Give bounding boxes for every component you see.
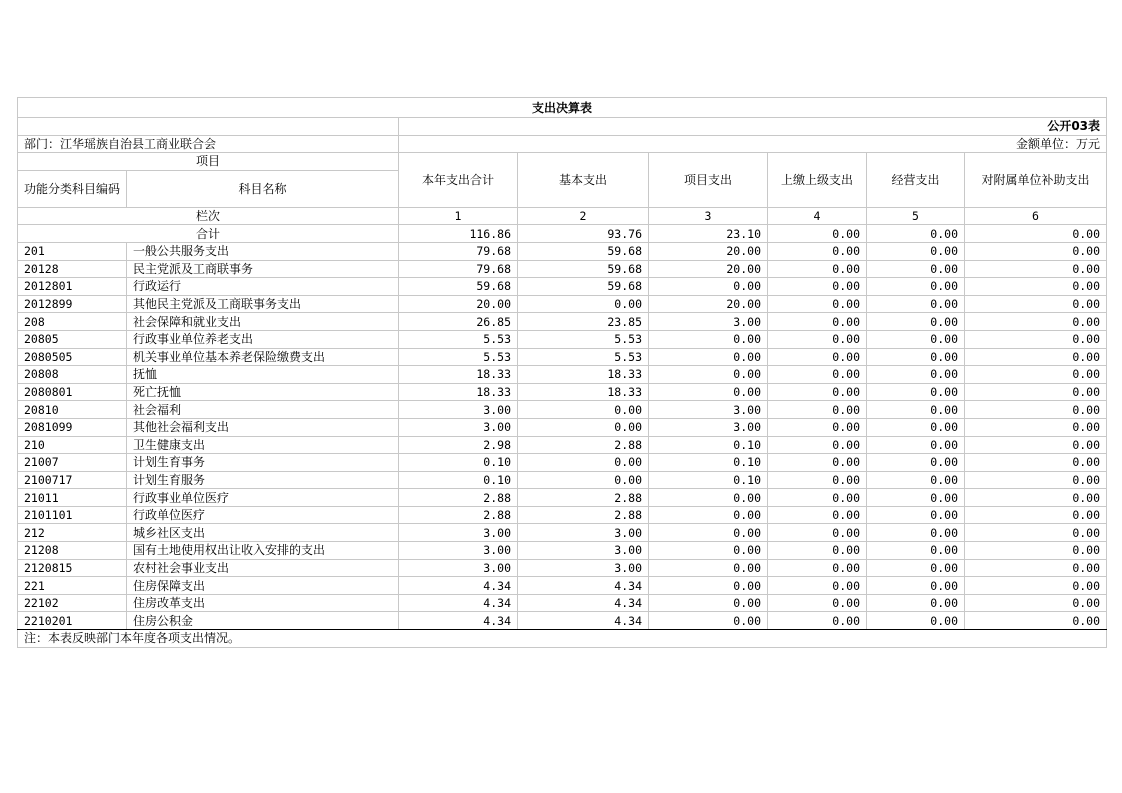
amount-cell: 0.00 <box>768 348 867 366</box>
table-row <box>18 418 1107 436</box>
form-tag-row <box>18 118 1107 136</box>
subject-name: 城乡社区支出 <box>127 524 399 542</box>
amount-cell: 0.00 <box>649 524 768 542</box>
name-header: 科目名称 <box>127 170 399 207</box>
total-value: 93.76 <box>518 225 649 243</box>
amount-cell: 0.00 <box>649 366 768 384</box>
subject-code: 2012801 <box>18 278 127 296</box>
amount-cell: 0.00 <box>965 330 1107 348</box>
amount-cell: 0.00 <box>867 524 965 542</box>
subject-code: 2080801 <box>18 383 127 401</box>
subject-name: 行政事业单位养老支出 <box>127 330 399 348</box>
amount-cell: 0.10 <box>649 454 768 472</box>
subject-code: 21011 <box>18 489 127 507</box>
total-value: 0.00 <box>768 225 867 243</box>
amount-cell: 0.00 <box>867 348 965 366</box>
amount-cell: 0.00 <box>867 401 965 419</box>
amount-cell: 18.33 <box>518 366 649 384</box>
table-row <box>18 366 1107 384</box>
table-row <box>18 559 1107 577</box>
department-label: 部门：江华瑶族自治县工商业联合会 <box>18 135 399 153</box>
amount-cell: 2.88 <box>518 436 649 454</box>
amount-cell: 0.00 <box>768 313 867 331</box>
total-label: 合计 <box>18 225 399 243</box>
table-row <box>18 489 1107 507</box>
amount-cell: 0.00 <box>965 401 1107 419</box>
amount-cell: 0.00 <box>649 612 768 630</box>
amount-cell: 20.00 <box>649 242 768 260</box>
title-row <box>18 98 1107 118</box>
lanci-label: 栏次 <box>18 207 399 225</box>
amount-cell: 0.00 <box>649 542 768 560</box>
amount-cell: 5.53 <box>399 330 518 348</box>
amount-cell: 0.00 <box>965 594 1107 612</box>
table-row <box>18 436 1107 454</box>
amount-cell: 0.00 <box>965 506 1107 524</box>
amount-cell: 3.00 <box>399 418 518 436</box>
amount-cell: 0.00 <box>768 471 867 489</box>
amount-cell: 79.68 <box>399 242 518 260</box>
amount-cell: 0.00 <box>768 418 867 436</box>
subject-name: 行政运行 <box>127 278 399 296</box>
subject-code: 20128 <box>18 260 127 278</box>
table-row <box>18 401 1107 419</box>
amount-cell: 0.00 <box>518 454 649 472</box>
subject-name: 一般公共服务支出 <box>127 242 399 260</box>
note-row <box>18 630 1107 648</box>
table-row <box>18 612 1107 630</box>
amount-cell: 4.34 <box>518 612 649 630</box>
amount-cell: 0.00 <box>867 366 965 384</box>
subject-name: 民主党派及工商联事务 <box>127 260 399 278</box>
table-row <box>18 383 1107 401</box>
subject-name: 死亡抚恤 <box>127 383 399 401</box>
amount-cell: 0.00 <box>867 242 965 260</box>
subject-name: 社会福利 <box>127 401 399 419</box>
table-row <box>18 524 1107 542</box>
amount-cell: 5.53 <box>518 330 649 348</box>
amount-cell: 3.00 <box>518 524 649 542</box>
subject-code: 208 <box>18 313 127 331</box>
amount-cell: 59.68 <box>518 278 649 296</box>
subject-code: 20810 <box>18 401 127 419</box>
amount-cell: 0.00 <box>965 260 1107 278</box>
amount-cell: 0.00 <box>867 612 965 630</box>
amount-cell: 0.00 <box>867 418 965 436</box>
amount-cell: 0.00 <box>649 330 768 348</box>
department-row <box>18 135 1107 153</box>
amount-cell: 0.00 <box>867 454 965 472</box>
subject-name: 住房保障支出 <box>127 577 399 595</box>
amount-cell: 0.00 <box>867 559 965 577</box>
amount-cell: 0.00 <box>965 242 1107 260</box>
amount-cell: 0.00 <box>649 577 768 595</box>
subject-code: 22102 <box>18 594 127 612</box>
index-1: 1 <box>399 207 518 225</box>
amount-cell: 3.00 <box>649 401 768 419</box>
amount-cell: 4.34 <box>399 594 518 612</box>
amount-cell: 0.00 <box>867 506 965 524</box>
amount-cell: 20.00 <box>649 260 768 278</box>
amount-cell: 0.00 <box>768 506 867 524</box>
amount-cell: 3.00 <box>399 524 518 542</box>
amount-cell: 0.00 <box>768 401 867 419</box>
amount-cell: 2.88 <box>518 489 649 507</box>
table-row <box>18 594 1107 612</box>
amount-cell: 2.88 <box>399 489 518 507</box>
table-row <box>18 330 1107 348</box>
amount-cell: 0.00 <box>768 242 867 260</box>
amount-cell: 0.00 <box>768 366 867 384</box>
amount-cell: 0.00 <box>649 278 768 296</box>
subject-name: 其他社会福利支出 <box>127 418 399 436</box>
amount-cell: 0.00 <box>965 278 1107 296</box>
index-row <box>18 207 1107 225</box>
amount-cell: 0.00 <box>768 542 867 560</box>
table-row <box>18 454 1107 472</box>
subject-code: 210 <box>18 436 127 454</box>
amount-cell: 0.00 <box>768 383 867 401</box>
amount-cell: 0.00 <box>867 471 965 489</box>
table-row <box>18 471 1107 489</box>
col-header-2: 基本支出 <box>518 153 649 208</box>
table-row <box>18 348 1107 366</box>
amount-cell: 4.34 <box>399 577 518 595</box>
amount-cell: 0.00 <box>867 489 965 507</box>
amount-cell: 2.88 <box>518 506 649 524</box>
amount-cell: 0.00 <box>768 330 867 348</box>
subject-name: 计划生育服务 <box>127 471 399 489</box>
amount-cell: 0.00 <box>649 383 768 401</box>
amount-cell: 0.00 <box>768 489 867 507</box>
amount-cell: 2.98 <box>399 436 518 454</box>
amount-cell: 4.34 <box>399 612 518 630</box>
amount-cell: 0.00 <box>518 401 649 419</box>
subject-name: 抚恤 <box>127 366 399 384</box>
amount-cell: 0.00 <box>965 542 1107 560</box>
total-value: 116.86 <box>399 225 518 243</box>
amount-cell: 0.00 <box>518 418 649 436</box>
amount-cell: 2.88 <box>399 506 518 524</box>
subject-name: 行政单位医疗 <box>127 506 399 524</box>
amount-cell: 4.34 <box>518 577 649 595</box>
subject-code: 21007 <box>18 454 127 472</box>
amount-cell: 5.53 <box>518 348 649 366</box>
page-title: 支出决算表 <box>18 98 1107 118</box>
amount-cell: 0.00 <box>768 612 867 630</box>
amount-cell: 0.00 <box>867 313 965 331</box>
subject-code: 2101101 <box>18 506 127 524</box>
amount-cell: 0.00 <box>965 313 1107 331</box>
amount-cell: 0.00 <box>965 577 1107 595</box>
amount-cell: 3.00 <box>399 401 518 419</box>
amount-cell: 0.00 <box>768 559 867 577</box>
col-header-5: 经营支出 <box>867 153 965 208</box>
amount-cell: 0.00 <box>768 260 867 278</box>
amount-cell: 0.00 <box>867 295 965 313</box>
table-row <box>18 260 1107 278</box>
subject-code: 2100717 <box>18 471 127 489</box>
amount-cell: 26.85 <box>399 313 518 331</box>
col-header-1: 本年支出合计 <box>399 153 518 208</box>
amount-cell: 4.34 <box>518 594 649 612</box>
amount-cell: 0.00 <box>768 594 867 612</box>
table-row <box>18 278 1107 296</box>
amount-cell: 0.00 <box>518 471 649 489</box>
col-header-6: 对附属单位补助支出 <box>965 153 1107 208</box>
amount-cell: 23.85 <box>518 313 649 331</box>
amount-cell: 3.00 <box>649 418 768 436</box>
table-row <box>18 313 1107 331</box>
amount-cell: 59.68 <box>518 242 649 260</box>
subject-name: 卫生健康支出 <box>127 436 399 454</box>
subject-name: 计划生育事务 <box>127 454 399 472</box>
subject-name: 行政事业单位医疗 <box>127 489 399 507</box>
amount-cell: 5.53 <box>399 348 518 366</box>
subject-code: 221 <box>18 577 127 595</box>
col-header-4: 上缴上级支出 <box>768 153 867 208</box>
subject-code: 2081099 <box>18 418 127 436</box>
amount-cell: 0.00 <box>965 471 1107 489</box>
subject-name: 住房改革支出 <box>127 594 399 612</box>
subject-name: 其他民主党派及工商联事务支出 <box>127 295 399 313</box>
table-row <box>18 506 1107 524</box>
amount-cell: 0.00 <box>965 348 1107 366</box>
table-note: 注：本表反映部门本年度各项支出情况。 <box>18 630 1107 648</box>
subject-name: 机关事业单位基本养老保险缴费支出 <box>127 348 399 366</box>
table-row <box>18 577 1107 595</box>
amount-cell: 0.00 <box>867 330 965 348</box>
amount-cell: 0.10 <box>399 471 518 489</box>
subject-name: 国有土地使用权出让收入安排的支出 <box>127 542 399 560</box>
unit-label: 金额单位：万元 <box>399 135 1107 153</box>
total-value: 0.00 <box>965 225 1107 243</box>
amount-cell: 0.00 <box>867 260 965 278</box>
index-4: 4 <box>768 207 867 225</box>
amount-cell: 0.00 <box>649 559 768 577</box>
index-3: 3 <box>649 207 768 225</box>
subject-name: 社会保障和就业支出 <box>127 313 399 331</box>
amount-cell: 0.00 <box>965 524 1107 542</box>
amount-cell: 0.00 <box>649 506 768 524</box>
subject-code: 2012899 <box>18 295 127 313</box>
amount-cell: 0.00 <box>965 559 1107 577</box>
amount-cell: 0.00 <box>649 348 768 366</box>
subject-code: 21208 <box>18 542 127 560</box>
amount-cell: 0.00 <box>768 278 867 296</box>
amount-cell: 0.00 <box>649 489 768 507</box>
amount-cell: 20.00 <box>399 295 518 313</box>
amount-cell: 0.00 <box>867 542 965 560</box>
amount-cell: 0.10 <box>649 436 768 454</box>
amount-cell: 0.00 <box>965 436 1107 454</box>
amount-cell: 0.00 <box>867 594 965 612</box>
subject-code: 2080505 <box>18 348 127 366</box>
subject-code: 20805 <box>18 330 127 348</box>
amount-cell: 0.00 <box>965 612 1107 630</box>
header-row-1 <box>18 153 1107 171</box>
subject-name: 住房公积金 <box>127 612 399 630</box>
amount-cell: 0.00 <box>965 295 1107 313</box>
index-6: 6 <box>965 207 1107 225</box>
amount-cell: 0.00 <box>768 577 867 595</box>
amount-cell: 0.00 <box>649 594 768 612</box>
amount-cell: 79.68 <box>399 260 518 278</box>
subject-name: 农村社会事业支出 <box>127 559 399 577</box>
amount-cell: 18.33 <box>399 366 518 384</box>
total-value: 23.10 <box>649 225 768 243</box>
amount-cell: 0.00 <box>965 454 1107 472</box>
table-row <box>18 242 1107 260</box>
total-value: 0.00 <box>867 225 965 243</box>
amount-cell: 0.10 <box>399 454 518 472</box>
amount-cell: 0.00 <box>965 489 1107 507</box>
subject-code: 201 <box>18 242 127 260</box>
amount-cell: 59.68 <box>399 278 518 296</box>
amount-cell: 18.33 <box>518 383 649 401</box>
amount-cell: 0.00 <box>965 418 1107 436</box>
amount-cell: 0.00 <box>768 454 867 472</box>
amount-cell: 18.33 <box>399 383 518 401</box>
subject-code: 20808 <box>18 366 127 384</box>
amount-cell: 0.00 <box>965 366 1107 384</box>
amount-cell: 59.68 <box>518 260 649 278</box>
amount-cell: 0.00 <box>768 524 867 542</box>
amount-cell: 20.00 <box>649 295 768 313</box>
amount-cell: 0.10 <box>649 471 768 489</box>
amount-cell: 3.00 <box>399 542 518 560</box>
amount-cell: 0.00 <box>768 295 867 313</box>
table-row <box>18 542 1107 560</box>
amount-cell: 0.00 <box>965 383 1107 401</box>
amount-cell: 0.00 <box>867 383 965 401</box>
index-5: 5 <box>867 207 965 225</box>
amount-cell: 3.00 <box>518 559 649 577</box>
form-tag: 公开03表 <box>399 118 1107 136</box>
project-header: 项目 <box>18 153 399 171</box>
amount-cell: 0.00 <box>867 577 965 595</box>
amount-cell: 0.00 <box>768 436 867 454</box>
expenditure-table <box>17 97 1107 648</box>
subject-code: 2120815 <box>18 559 127 577</box>
subject-code: 2210201 <box>18 612 127 630</box>
total-row <box>18 225 1107 243</box>
code-header: 功能分类科目编码 <box>18 170 127 207</box>
amount-cell: 0.00 <box>518 295 649 313</box>
amount-cell: 3.00 <box>399 559 518 577</box>
amount-cell: 3.00 <box>649 313 768 331</box>
subject-code: 212 <box>18 524 127 542</box>
index-2: 2 <box>518 207 649 225</box>
amount-cell: 3.00 <box>518 542 649 560</box>
table-row <box>18 295 1107 313</box>
amount-cell: 0.00 <box>867 278 965 296</box>
col-header-3: 项目支出 <box>649 153 768 208</box>
amount-cell: 0.00 <box>867 436 965 454</box>
